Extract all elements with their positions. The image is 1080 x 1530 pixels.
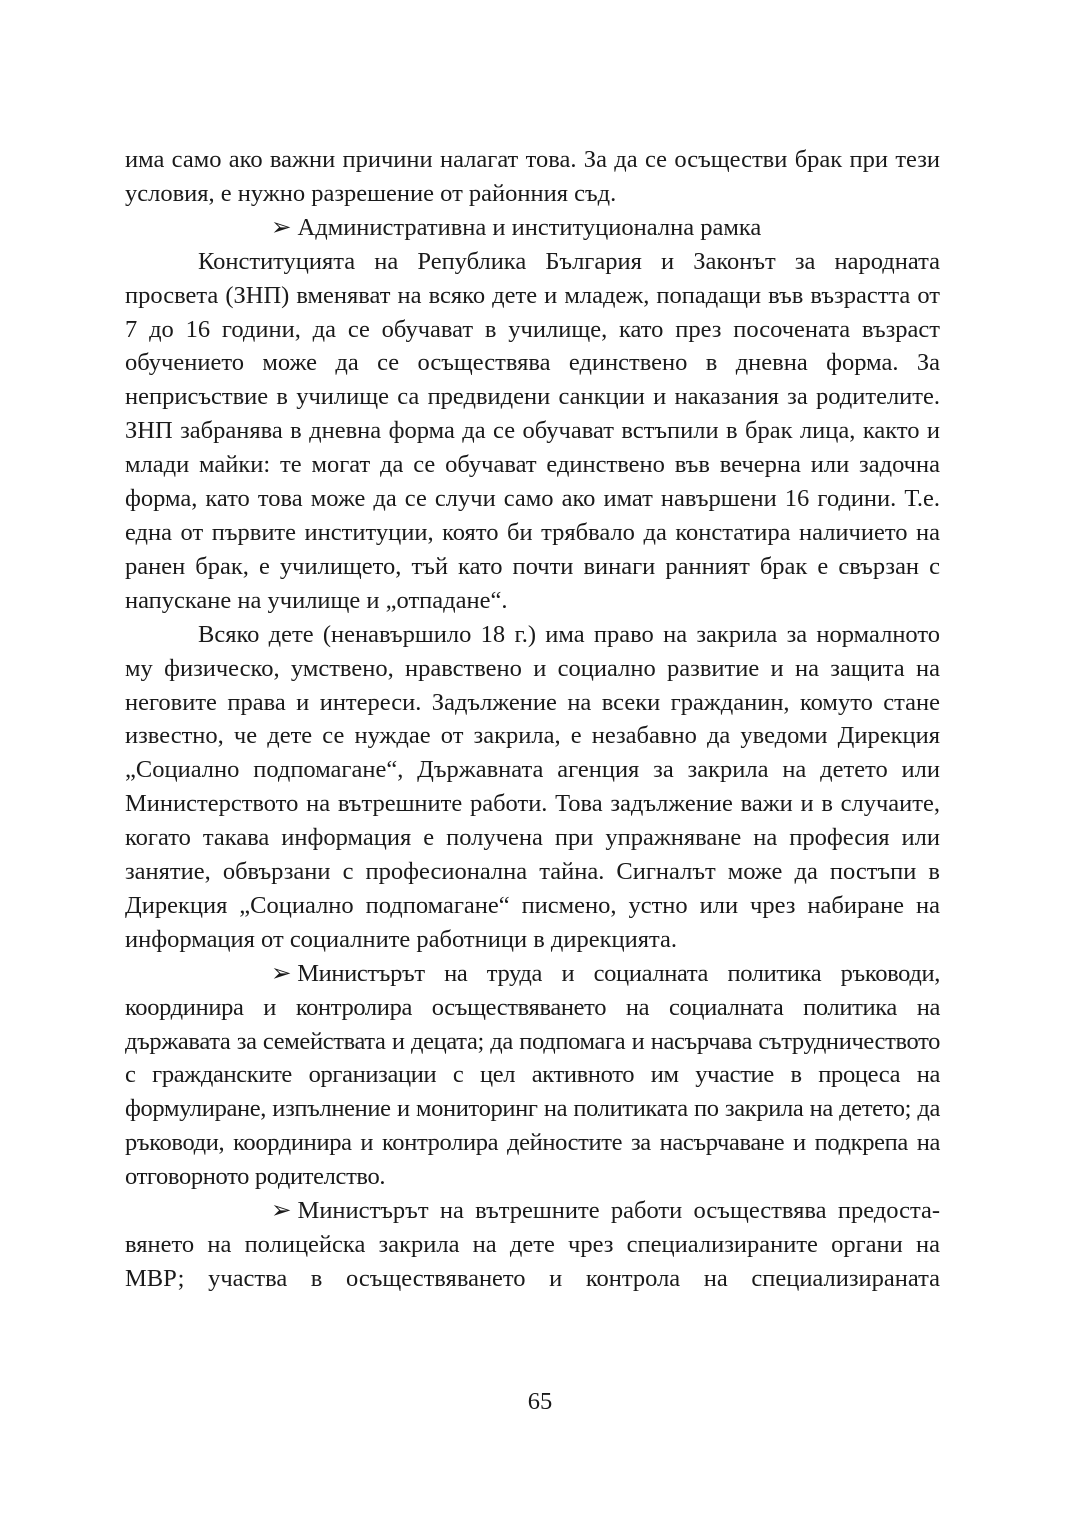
arrowhead-bullet-icon: ➢ (271, 959, 292, 987)
page-number: 65 (527, 1388, 553, 1415)
paragraph-child-protection: Всяко дете (ненавършило 18 г.) има право на закрила за нормалното му физическо, умствено, нравствено и социално развитие и на защита на неговите права и интереси. Задължение на всеки гражданин, комуто стане известно, че дете се нуждае от закрила, е незабавно да уведоми Дирекция „Социално подпомагане“, Държавната агенция за закрила на детето или Министерството на вътрешните работи. Това задължение важи и в случаите, когато такава информация е получена при упражняване на професия или занятие, обвързани с професионална тайна. Сигналът може да постъпи в Дирекция „Социално подпомагане“ писмено, устно или чрез набиране на информация от социалните работници в дирекцията. (125, 620, 940, 953)
paragraph-minister-labour (125, 957, 940, 1194)
arrowhead-bullet-icon: ➢ (271, 213, 292, 241)
paragraph-text: Административна и институционална рамка (297, 213, 762, 241)
paragraph-constitution: Конституцията на Република България и Законът за народната просвета (ЗНП) вменяват на всяко дете и младеж, попадащи във възрастта от 7 до 16 години, да се обучават в училище, като през посочената възраст обучението може да се осъществява единствено в дневна форма. За неприсъствие в училище са предвидени санкции и наказания за родителите. ЗНП забранява в дневна форма да се обучават встъпили в брак лица, както и млади майки: те могат да се обучават единствено във вечерна или задочна форма, като това може да се случи само ако имат навършени 16 години. Т.е. една от първите институции, която би трябвало да констатира наличието на ранен брак, е училището, тъй като почти винаги ранният брак е свързан с напускане на училище и „отпадане“. (125, 247, 940, 614)
arrowhead-bullet-icon: ➢ (271, 1197, 292, 1225)
body-text (125, 143, 940, 1296)
paragraph-text: Министърът на вътрешните работи осъществява предоставянето на полицейска закрила на дете чрез специализираните органи на МВР; участва в осъществяването и контрола на специализираната (125, 1197, 940, 1292)
paragraph-heading-framework (125, 211, 940, 245)
paragraph-minister-interior (125, 1194, 940, 1296)
paragraph-text: Министърът на труда и социалната политика ръководи, координира и контролира осъществяването на социалната политика на държавата за семействата и децата; да подпомага и насърчава сътрудничеството с гражданските организации с цел активното им участие в процеса на формулиране, изпълнение и мониторинг на политиката по закрила на детето; да ръководи, координира и контролира дейностите за насърчаване и подкрепа на отговорното родителство. (125, 959, 940, 1191)
paragraph-continuation: има само ако важни причини налагат това. За да се осъществи брак при тези условия, е нужно разрешение от районния съд. (125, 146, 940, 207)
